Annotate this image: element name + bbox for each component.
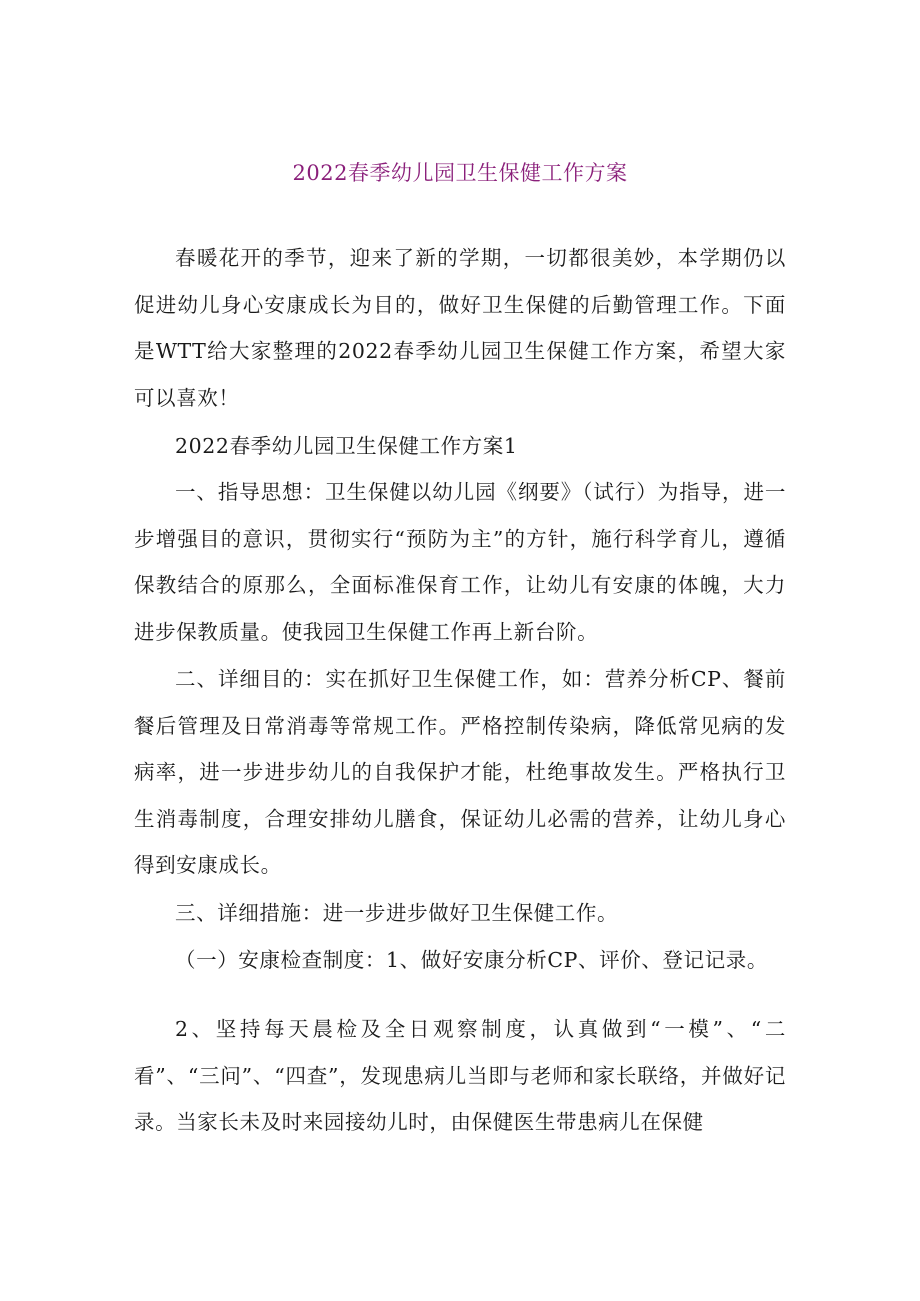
detailed-goals-paragraph: 二、详细目的：实在抓好卫生保健工作，如：营养分析CP、餐前餐后管理及日常消毒等常规工作。严格控制传染病，降低常见病的发病率，进一步进步幼儿的自我保护才能，杜绝事故发生。严格执行卫生消毒制度，合理安排幼儿膳食，保证幼儿必需的营养，让幼儿身心得到安康成长。: [134, 667, 786, 877]
guiding-thought-paragraph: 一、指导思想：卫生保健以幼儿园《纲要》（试行）为指导，进一步增强目的意识，贯彻实行“预防为主”的方针，施行科学育儿，遵循保教结合的原那么，全面标准保育工作，让幼儿有安康的体魄，大力进步保教质量。使我园卫生保健工作再上新台阶。: [134, 480, 786, 644]
section-heading: 2022春季幼儿园卫生保健工作方案1: [175, 434, 518, 458]
morning-check-paragraph: 2、坚持每天晨检及全日观察制度，认真做到“一模”、“二看”、“三问”、“四查”，发现患病儿当即与老师和家长联络，并做好记录。当家长未及时来园接幼儿时，由保健医生带患病儿在保健: [134, 1017, 786, 1134]
detailed-measures-paragraph: 三、详细措施：进一步进步做好卫生保健工作。: [175, 901, 619, 925]
document-title: 2022春季幼儿园卫生保健工作方案: [292, 161, 628, 185]
health-check-paragraph: （一）安康检查制度：1、做好安康分析CP、评价、登记记录。: [175, 948, 768, 972]
intro-paragraph: 春暖花开的季节，迎来了新的学期，一切都很美妙，本学期仍以促进幼儿身心安康成长为目的，做好卫生保健的后勤管理工作。下面是WTT给大家整理的2022春季幼儿园卫生保健工作方案，希望大家可以喜欢！: [134, 246, 786, 410]
